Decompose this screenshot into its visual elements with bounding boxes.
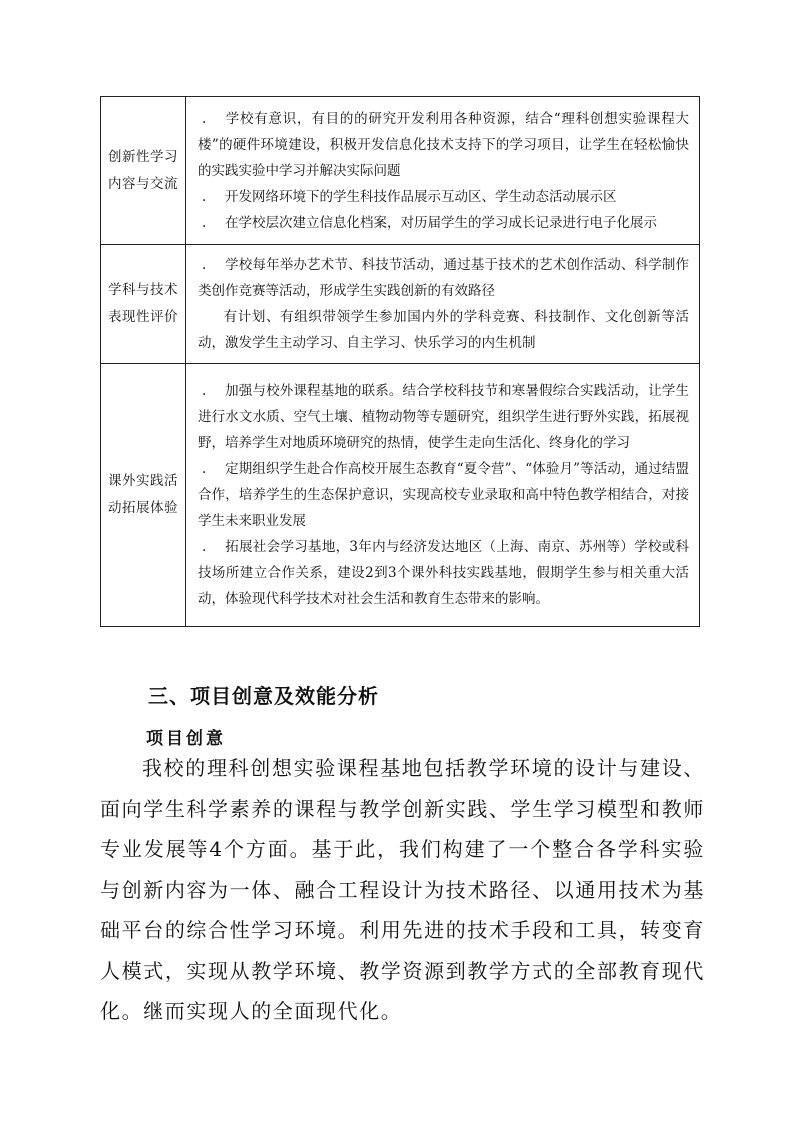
list-item: . 学校有意识，有目的的研究开发利用各种资源，结合“理科创想实验课程大楼”的硬件环境建设，积极开发信息化技术支持下的学习项目，让学生在轻松愉快的实践实验中学习并解决实际问题 (198, 110, 689, 179)
row-label: 课外实践活 动拓展体验 (101, 364, 186, 627)
row-content (186, 245, 700, 364)
row-label: 创新性学习 内容与交流 (101, 97, 186, 245)
list-item: 有计划、有组织带领学生参加国内外的学科竞赛、科技制作、文化创新等活动，激发学生主动学习、自主学习、快乐学习的内生机制 (198, 309, 689, 351)
row-label: 学科与技术 表现性评价 (101, 245, 186, 364)
table-row (101, 245, 700, 364)
curriculum-table (100, 96, 700, 627)
list-item: . 开发网络环境下的学生科技作品展示互动区、学生动态活动展示区 (202, 188, 617, 205)
row-content (186, 97, 700, 245)
table-row (101, 364, 700, 627)
section-subheading: 项目创意 (146, 729, 226, 749)
section-heading: 三、项目创意及效能分析 (148, 684, 379, 708)
list-item: . 在学校层次建立信息化档案，对历届学生的学习成长记录进行电子化展示 (202, 214, 657, 231)
table-row (101, 97, 700, 245)
list-item: . 拓展社会学习基地，3年内与经济发达地区（上海、南京、苏州等）学校或科技场所建立合作关系，建设2到3个课外科技实践基地，假期学生参与相关重大活动，体验现代科学技术对社会生活和教育生态带来的影响。 (198, 539, 689, 607)
list-item: . 定期组织学生赴合作高校开展生态教育“夏令营”、“体验月”等活动，通过结盟合作，培养学生的生态保护意识，实现高校专业录取和高中特色教学相结合，对接学生未来职业发展 (198, 461, 689, 529)
body-paragraph: 我校的理科创想实验课程基地包括教学环境的设计与建设、面向学生科学素养的课程与教学创新实践、学生学习模型和教师专业发展等4个方面。基于此，我们构建了一个整合各学科实验与创新内容为一体、融合工程设计为技术路径、以通用技术为基础平台的综合性学习环境。利用先进的技术手段和工具，转变育人模式，实现从教学环境、教学资源到教学方式的全部教育现代化。继而实现人的全面现代化。 (100, 756, 705, 1023)
list-item: . 学校每年举办艺术节、科技节活动，通过基于技术的艺术创作活动、科学制作类创作竞赛等活动，形成学生实践创新的有效路径 (198, 257, 689, 299)
list-item: . 加强与校外课程基地的联系。结合学校科技节和寒暑假综合实践活动，让学生进行水文水质、空气土壤、植物动物等专题研究，组织学生进行野外实践，拓展视野，培养学生对地质环境研究的热情，使学生走向生活化、终身化的学习 (198, 383, 689, 451)
row-content (186, 364, 700, 627)
